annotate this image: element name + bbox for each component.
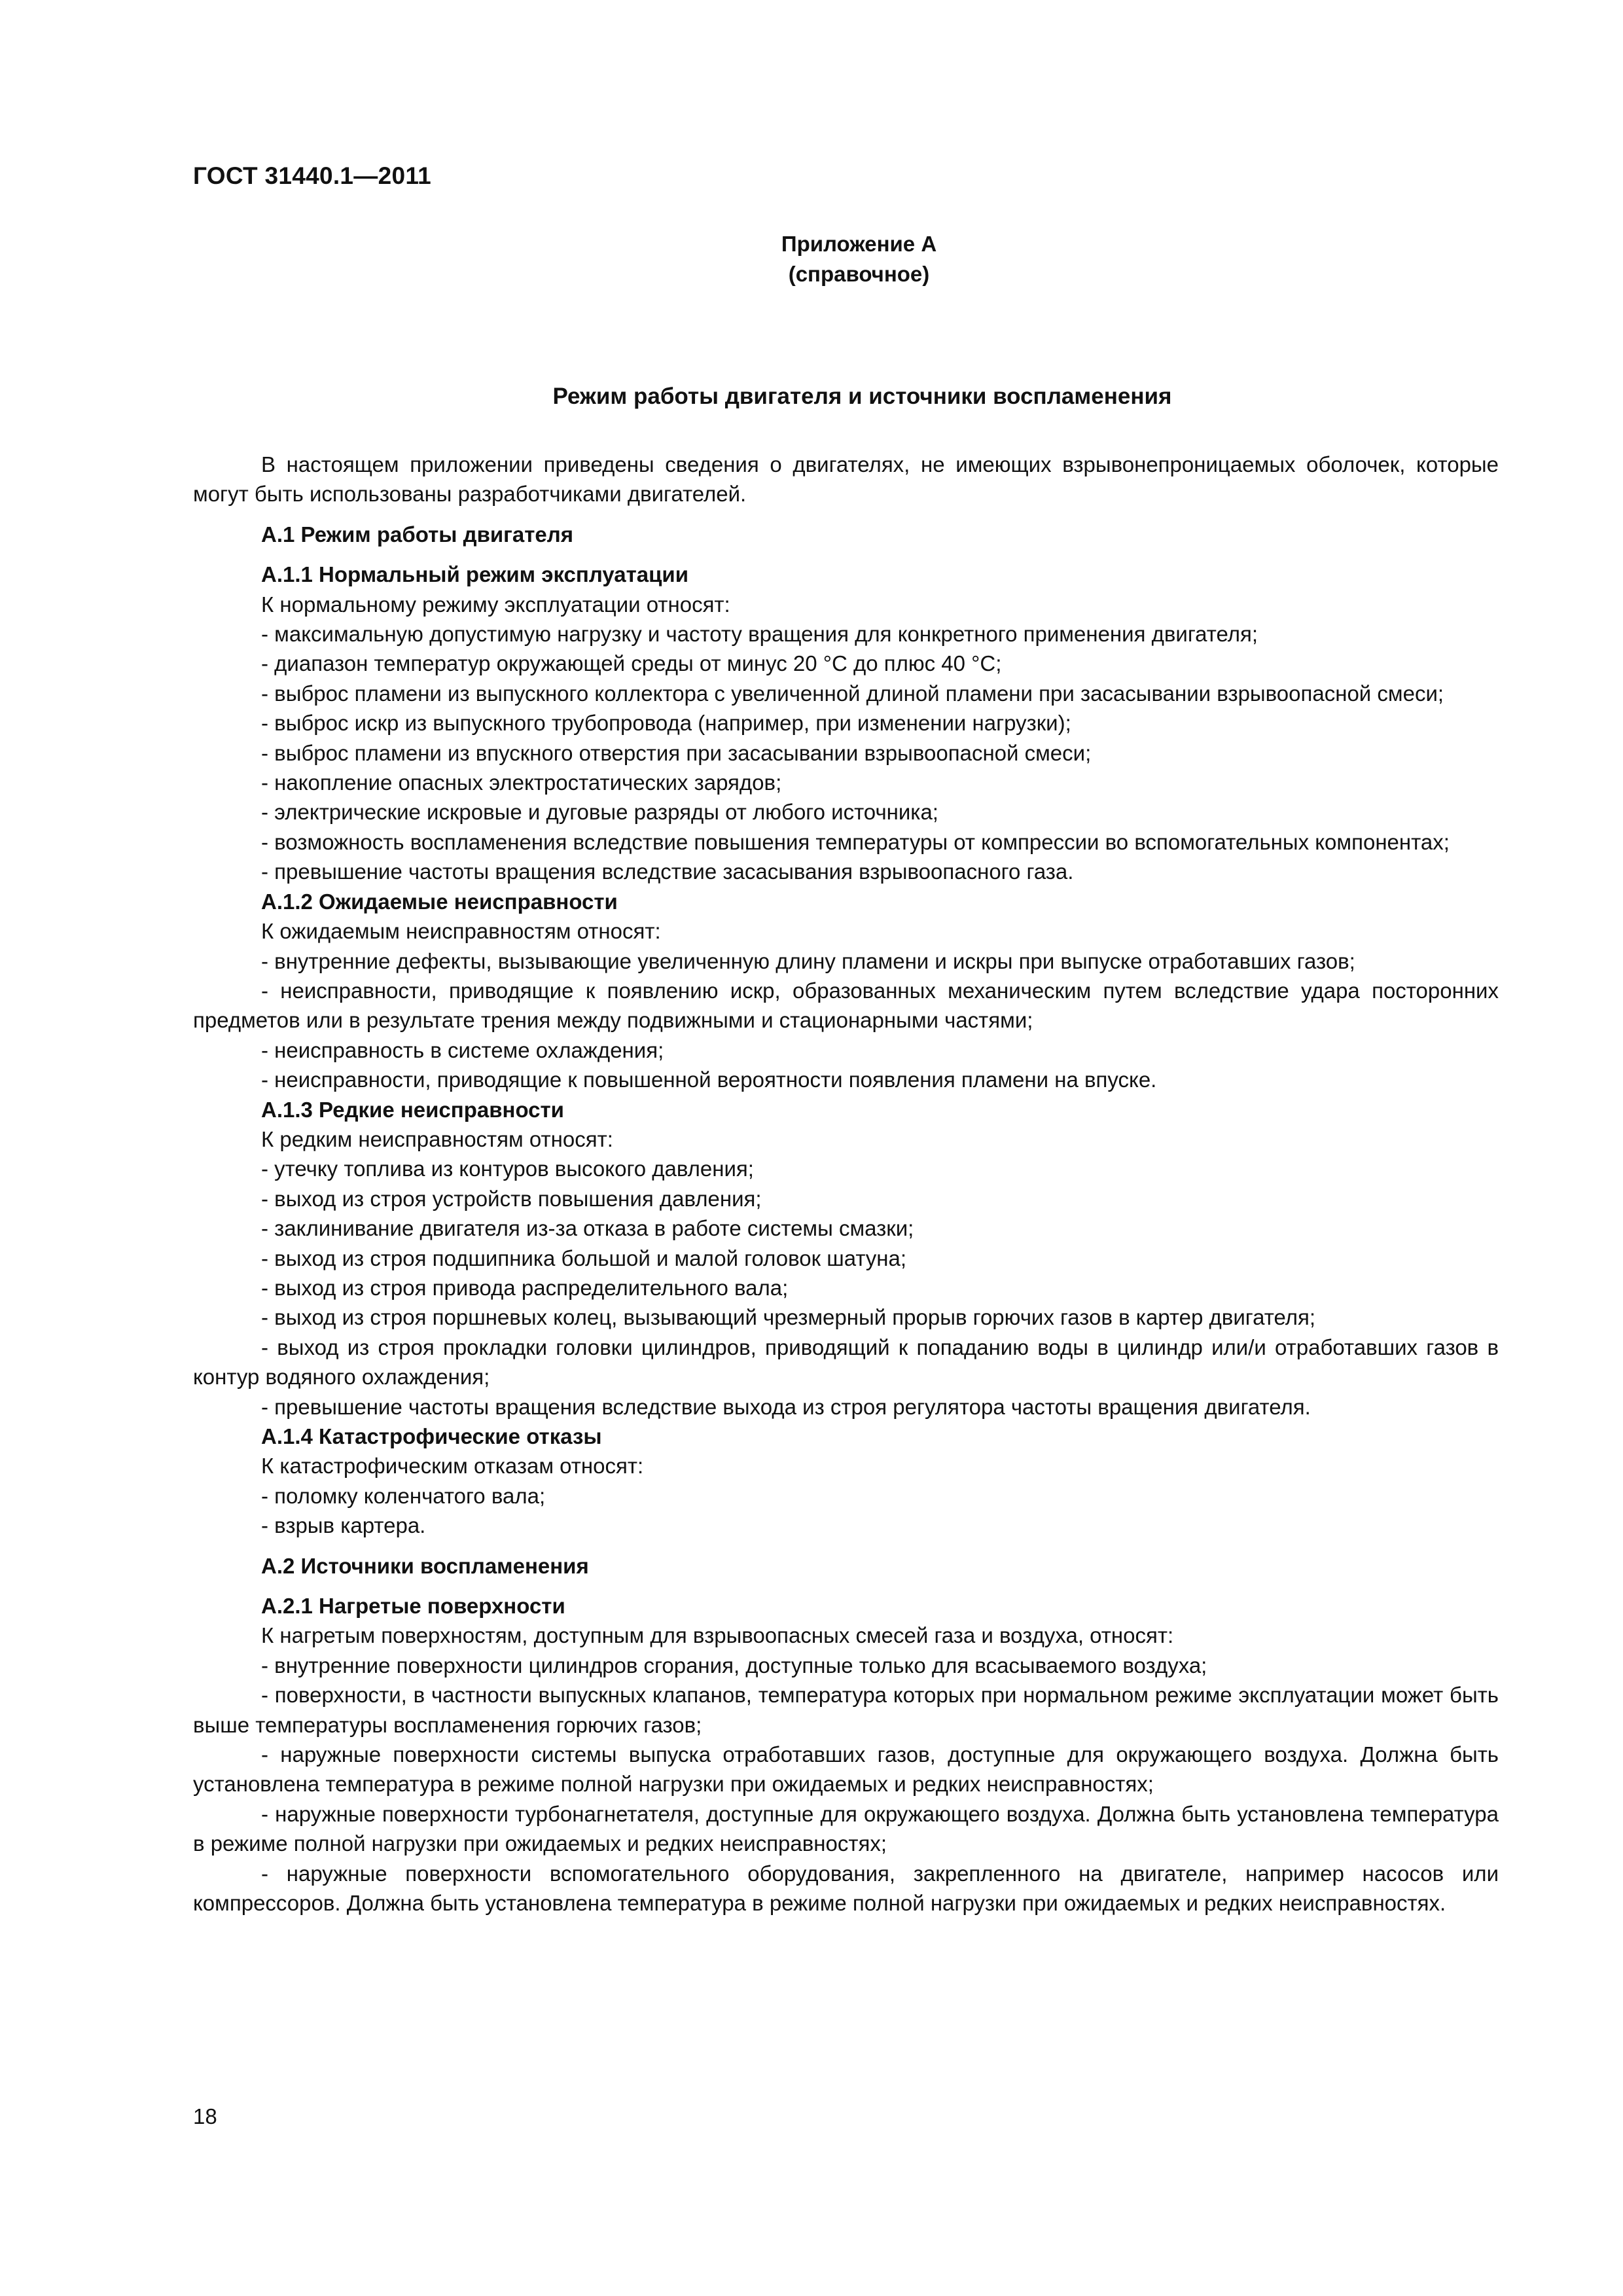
- subsection-lead: К нагретым поверхностям, доступным для взрывоопасных смесей газа и воздуха, относят:: [261, 1623, 1174, 1648]
- subsection-lead: К нормальному режиму эксплуатации относят:: [261, 592, 730, 617]
- subsection-lead: К ожидаемым неисправностям относят:: [261, 919, 661, 944]
- list-item: - выход из строя привода распределительного вала;: [261, 1275, 789, 1300]
- list-item: - неисправности, приводящие к появлению искр, образованных механическим путем вследствие удара посторонних предметов или в результате трения между подвижными и стационарными частями;: [193, 978, 1499, 1033]
- subsection-heading-a1-4: А.1.4 Катастрофические отказы: [261, 1424, 602, 1448]
- list-item: - взрыв картера.: [261, 1513, 426, 1538]
- document-body: [193, 450, 1499, 1918]
- list-item: - поверхности, в частности выпускных клапанов, температура которых при нормальном режиме эксплуатации может быть выше температуры воспламенения горючих газов;: [193, 1683, 1499, 1737]
- list-item: - возможность воспламенения вследствие повышения температуры от компрессии во вспомогательных компонентах;: [261, 829, 1450, 854]
- list-item: - выброс пламени из впускного отверстия при засасывании взрывоопасной смеси;: [261, 740, 1092, 765]
- list-item: - выход из строя поршневых колец, вызывающий чрезмерный прорыв горючих газов в картер двигателя;: [261, 1305, 1316, 1330]
- annex-type: (справочное): [788, 262, 930, 286]
- list-item: - выход из строя устройств повышения давления;: [261, 1186, 762, 1211]
- list-item: - выброс искр из выпускного трубопровода (например, при изменении нагрузки);: [261, 711, 1071, 736]
- page-title: Режим работы двигателя и источники воспламенения: [552, 384, 1172, 409]
- subsection-heading-a1-2: А.1.2 Ожидаемые неисправности: [261, 889, 618, 914]
- section-heading-a2: А.2 Источники воспламенения: [261, 1553, 589, 1578]
- section-heading-a1: А.1 Режим работы двигателя: [261, 522, 573, 547]
- list-item: - выход из строя прокладки головки цилиндров, приводящий к попаданию воды в цилиндр или/и отработавших газов в контур водяного охлаждения;: [193, 1335, 1499, 1390]
- list-item: - внутренние дефекты, вызывающие увеличенную длину пламени и искры при выпуске отработавших газов;: [261, 948, 1355, 973]
- list-item: - наружные поверхности турбонагнетателя, доступные для окружающего воздуха. Должна быть установлена температура в режиме полной нагрузки при ожидаемых и редких неисправностях;: [193, 1801, 1499, 1856]
- list-item: - утечку топлива из контуров высокого давления;: [261, 1157, 754, 1181]
- list-item: - превышение частоты вращения вследствие выхода из строя регулятора частоты вращения двигателя.: [261, 1394, 1311, 1419]
- list-item: - неисправности, приводящие к повышенной вероятности появления пламени на впуске.: [261, 1067, 1157, 1092]
- list-item: - наружные поверхности системы выпуска отработавших газов, доступные для окружающего воздуха. Должна быть установлена температура в режиме полной нагрузки при ожидаемых и редких неисправностях;: [193, 1742, 1499, 1797]
- list-item: - накопление опасных электростатических зарядов;: [261, 770, 782, 795]
- list-item: - наружные поверхности вспомогательного оборудования, закрепленного на двигателе, например насосов или компрессоров. Должна быть установлена температура в режиме полной нагрузки при ожидаемых и редких неисправностях.: [193, 1861, 1499, 1916]
- subsection-heading-a1-3: А.1.3 Редкие неисправности: [261, 1097, 564, 1122]
- list-item: - выброс пламени из выпускного коллектора с увеличенной длиной пламени при засасывании взрывоопасной смеси;: [261, 681, 1444, 706]
- subsection-heading-a1-1: А.1.1 Нормальный режим эксплуатации: [261, 562, 689, 587]
- subsection-lead: К редким неисправностям относят:: [261, 1126, 613, 1151]
- intro-paragraph: В настоящем приложении приведены сведения о двигателях, не имеющих взрывонепроницаемых оболочек, которые могут быть использованы разработчиками двигателей.: [193, 452, 1499, 507]
- annex-label: Приложение А: [781, 232, 937, 256]
- subsection-lead: К катастрофическим отказам относят:: [261, 1454, 644, 1479]
- list-item: - электрические искровые и дуговые разряды от любого источника;: [261, 800, 938, 825]
- document-id: ГОСТ 31440.1—2011: [193, 162, 432, 189]
- list-item: - выход из строя подшипника большой и малой головок шатуна;: [261, 1246, 907, 1270]
- list-item: - поломку коленчатого вала;: [261, 1483, 546, 1508]
- subsection-heading-a2-1: А.2.1 Нагретые поверхности: [261, 1594, 565, 1619]
- list-item: - внутренние поверхности цилиндров сгорания, доступные только для всасываемого воздуха;: [261, 1653, 1207, 1677]
- list-item: - превышение частоты вращения вследствие засасывания взрывоопасного газа.: [261, 859, 1074, 884]
- page-number: 18: [193, 2104, 217, 2128]
- list-item: - диапазон температур окружающей среды от минус 20 °С до плюс 40 °С;: [261, 651, 1002, 676]
- list-item: - неисправность в системе охлаждения;: [261, 1037, 664, 1062]
- list-item: - максимальную допустимую нагрузку и частоту вращения для конкретного применения двигателя;: [261, 622, 1258, 647]
- list-item: - заклинивание двигателя из-за отказа в работе системы смазки;: [261, 1216, 914, 1241]
- annex-title: [193, 229, 1512, 289]
